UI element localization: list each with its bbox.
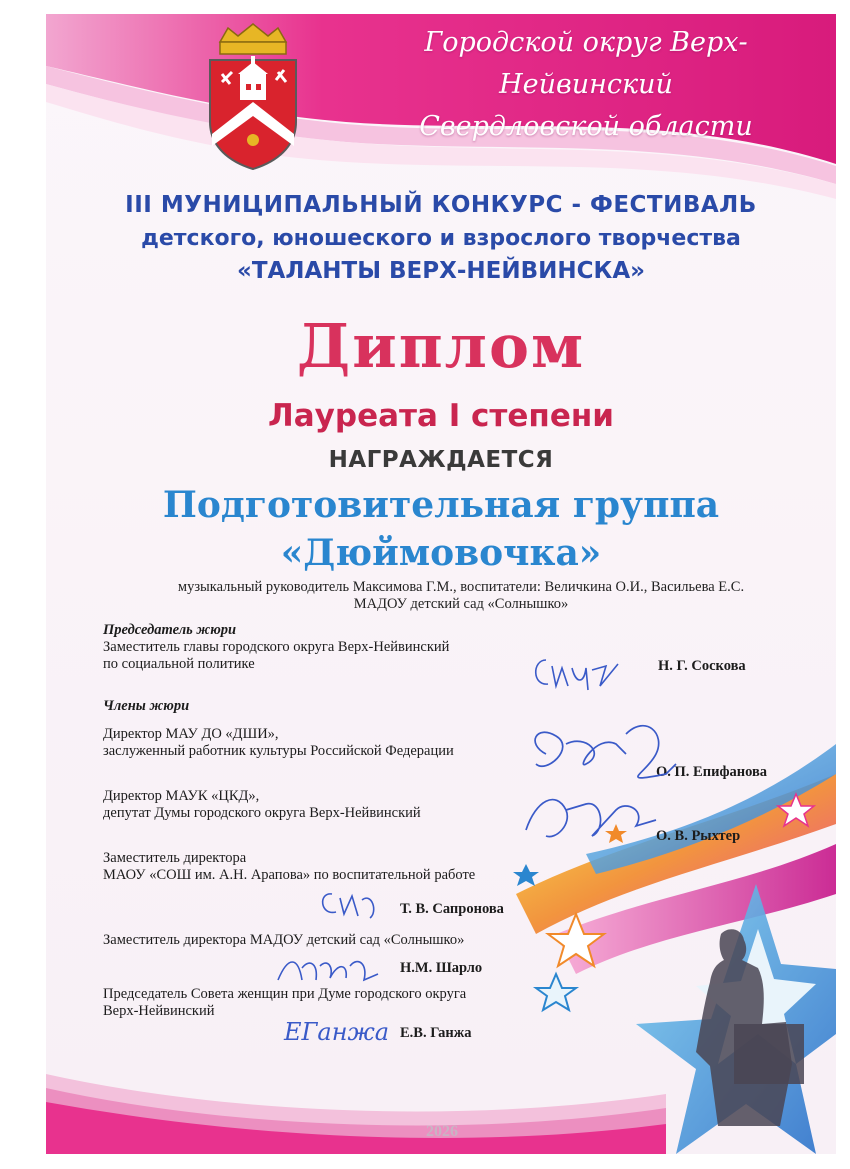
member-3-name: Т. В. Сапронова xyxy=(400,901,504,917)
member-4-position-line-1: Заместитель директора МАДОУ детский сад «Солнышко» xyxy=(103,932,465,948)
region-title xyxy=(346,22,826,148)
member-3-position-line-1: Заместитель директора xyxy=(103,850,247,866)
members-heading: Члены жюри xyxy=(103,698,190,714)
chair-position-line-1: Заместитель главы городского округа Верх-Нейвинский xyxy=(103,639,450,655)
member-5-position-line-1: Председатель Совета женщин при Думе городского округа xyxy=(103,986,467,1002)
member-1-position-line-1: Директор МАУ ДО «ДШИ», xyxy=(103,726,279,742)
signature-member-2 xyxy=(506,780,666,860)
member-1 xyxy=(103,726,454,760)
member-2-position-line-1: Директор МАУК «ЦКД», xyxy=(103,788,260,804)
member-2 xyxy=(103,788,421,822)
signature-member-5 xyxy=(284,1018,389,1046)
event-title-line-2: детского, юношеского и взрослого творчества xyxy=(141,226,741,251)
recipient-line-1: Подготовительная группа xyxy=(162,484,720,526)
coat-of-arms-emblem xyxy=(198,22,308,172)
member-3-position-line-2: МАОУ «СОШ им. А.Н. Арапова» по воспитательной работе xyxy=(103,867,476,883)
recipient-line-2: «Дюймовочка» xyxy=(280,532,602,574)
members-heading-wrap xyxy=(103,698,189,715)
event-title-line-1: III МУНИЦИПАЛЬНЫЙ КОНКУРС - ФЕСТИВАЛЬ xyxy=(125,192,757,218)
event-title-line-3: «ТАЛАНТЫ ВЕРХ-НЕЙВИНСКА» xyxy=(237,258,645,284)
signature-member-4 xyxy=(268,944,388,994)
region-line-2: Свердловской области xyxy=(419,111,753,142)
leaders-line-2: МАДОУ детский сад «Солнышко» xyxy=(353,596,569,612)
signature-member-3 xyxy=(312,878,392,928)
member-5-position-line-2: Верх-Нейвинский xyxy=(103,1003,215,1019)
member-2-name: О. В. Рыхтер xyxy=(656,828,741,844)
chair-name: Н. Г. Соскова xyxy=(658,658,746,674)
diploma-page xyxy=(46,14,836,1154)
member-1-name: О. П. Епифанова xyxy=(656,764,768,780)
awarded-label: НАГРАЖДАЕТСЯ xyxy=(328,447,554,473)
jury-chair-section xyxy=(103,622,449,673)
signature-member-5-text: ЕГанжа xyxy=(284,1018,390,1046)
chair-heading: Председатель жюри xyxy=(103,622,237,638)
member-5-name: Е.В. Ганжа xyxy=(400,1025,472,1041)
signature-chair xyxy=(526,646,636,696)
region-line-1: Городской округ Верх-Нейвинский xyxy=(424,27,748,100)
member-3 xyxy=(103,850,475,884)
laureate-degree: Лауреата I степени xyxy=(268,398,614,434)
member-4-name: Н.М. Шарло xyxy=(400,960,483,976)
leaders-line-1: музыкальный руководитель Максимова Г.М., воспитатели: Величкина О.И., Васильева Е.С. xyxy=(177,579,745,595)
chair-position-line-2: по социальной политике xyxy=(103,656,255,672)
diploma-heading: Диплом xyxy=(296,312,586,382)
member-2-position-line-2: депутат Думы городского округа Верх-Нейвинский xyxy=(103,805,421,821)
year-label: 2026 xyxy=(426,1123,458,1140)
member-1-position-line-2: заслуженный работник культуры Российской Федерации xyxy=(103,743,454,759)
